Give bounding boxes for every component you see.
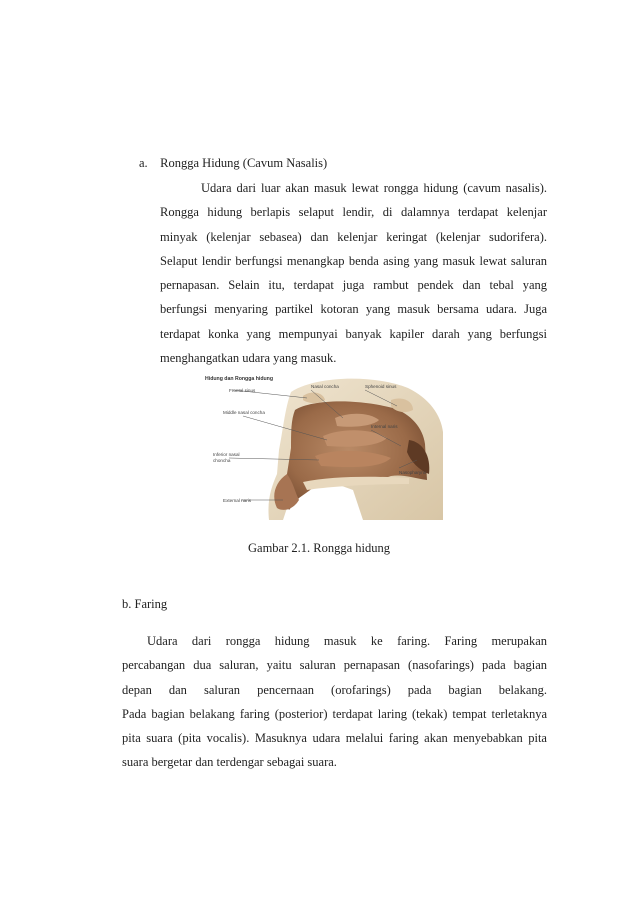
label-sphenoid-sinus: Sphenoid sinus [365, 384, 397, 389]
section-b-paragraph [122, 629, 547, 775]
label-external-naris: External naris [223, 498, 252, 503]
label-middle-nasal-concha: Middle nasal concha [223, 410, 265, 415]
label-frontal-sinus: Frontal sinus [229, 388, 256, 393]
figure-title: Hidung dan Rongga hidung [205, 376, 273, 382]
paragraph-line: terdapat konka yang mempunyai banyak kapiler darah yang berfungsi [160, 326, 547, 341]
section-b-heading: b. Faring [122, 597, 168, 611]
label-inferior-nasal-concha-line2: choncha [213, 458, 231, 463]
section-a-paragraph [160, 176, 547, 370]
paragraph-line: Selaput lendir berfungsi menangkap benda asing yang masuk lewat saluran [160, 253, 547, 268]
label-nasal-concha: Nasal concha [311, 384, 339, 389]
section-a-heading: a. Rongga Hidung (Cavum Nasalis) [139, 156, 328, 170]
paragraph-line: Rongga hidung berlapis selaput lendir, di dalamnya terdapat kelenjar [160, 205, 547, 220]
nasal-cavity-figure [203, 370, 448, 520]
paragraph-line: Udara dari rongga hidung masuk ke faring. Faring merupakan [122, 634, 547, 648]
label-inferior-nasal-concha-line1: Inferior nasal [213, 452, 240, 457]
paragraph-line: berfungsi menyaring partikel kotoran yang masuk bersama udara. Juga [160, 302, 547, 317]
paragraph-line: pernapasan. Selain itu, terdapat juga rambut pendek dan tebal yang [160, 278, 547, 293]
paragraph-line: depan dan saluran pencernaan (orofarings) pada bagian belakang. [122, 682, 547, 697]
paragraph-line: pita suara (pita vocalis). Masuknya udara melalui faring akan menyebabkan pita [122, 731, 547, 746]
paragraph-line: percabangan dua saluran, yaitu saluran pernapasan (nasofarings) pada bagian [122, 658, 547, 673]
paragraph-line: Pada bagian belakang faring (posterior) terdapat laring (tekak) tempat terletaknya [122, 706, 547, 721]
label-nasopharynx: Nasopharynx [399, 470, 427, 475]
paragraph-line: minyak (kelenjar sebasea) dan kelenjar keringat (kelenjar sudorifera). [160, 229, 547, 244]
figure-caption: Gambar 2.1. Rongga hidung [248, 541, 390, 555]
paragraph-line: menghangatkan udara yang masuk. [160, 351, 337, 366]
paragraph-line: Udara dari luar akan masuk lewat rongga hidung (cavum nasalis). [201, 181, 547, 195]
paragraph-line: suara bergetar dan terdengar sebagai suara. [122, 755, 337, 770]
label-internal-naris: Internal naris [371, 424, 398, 429]
